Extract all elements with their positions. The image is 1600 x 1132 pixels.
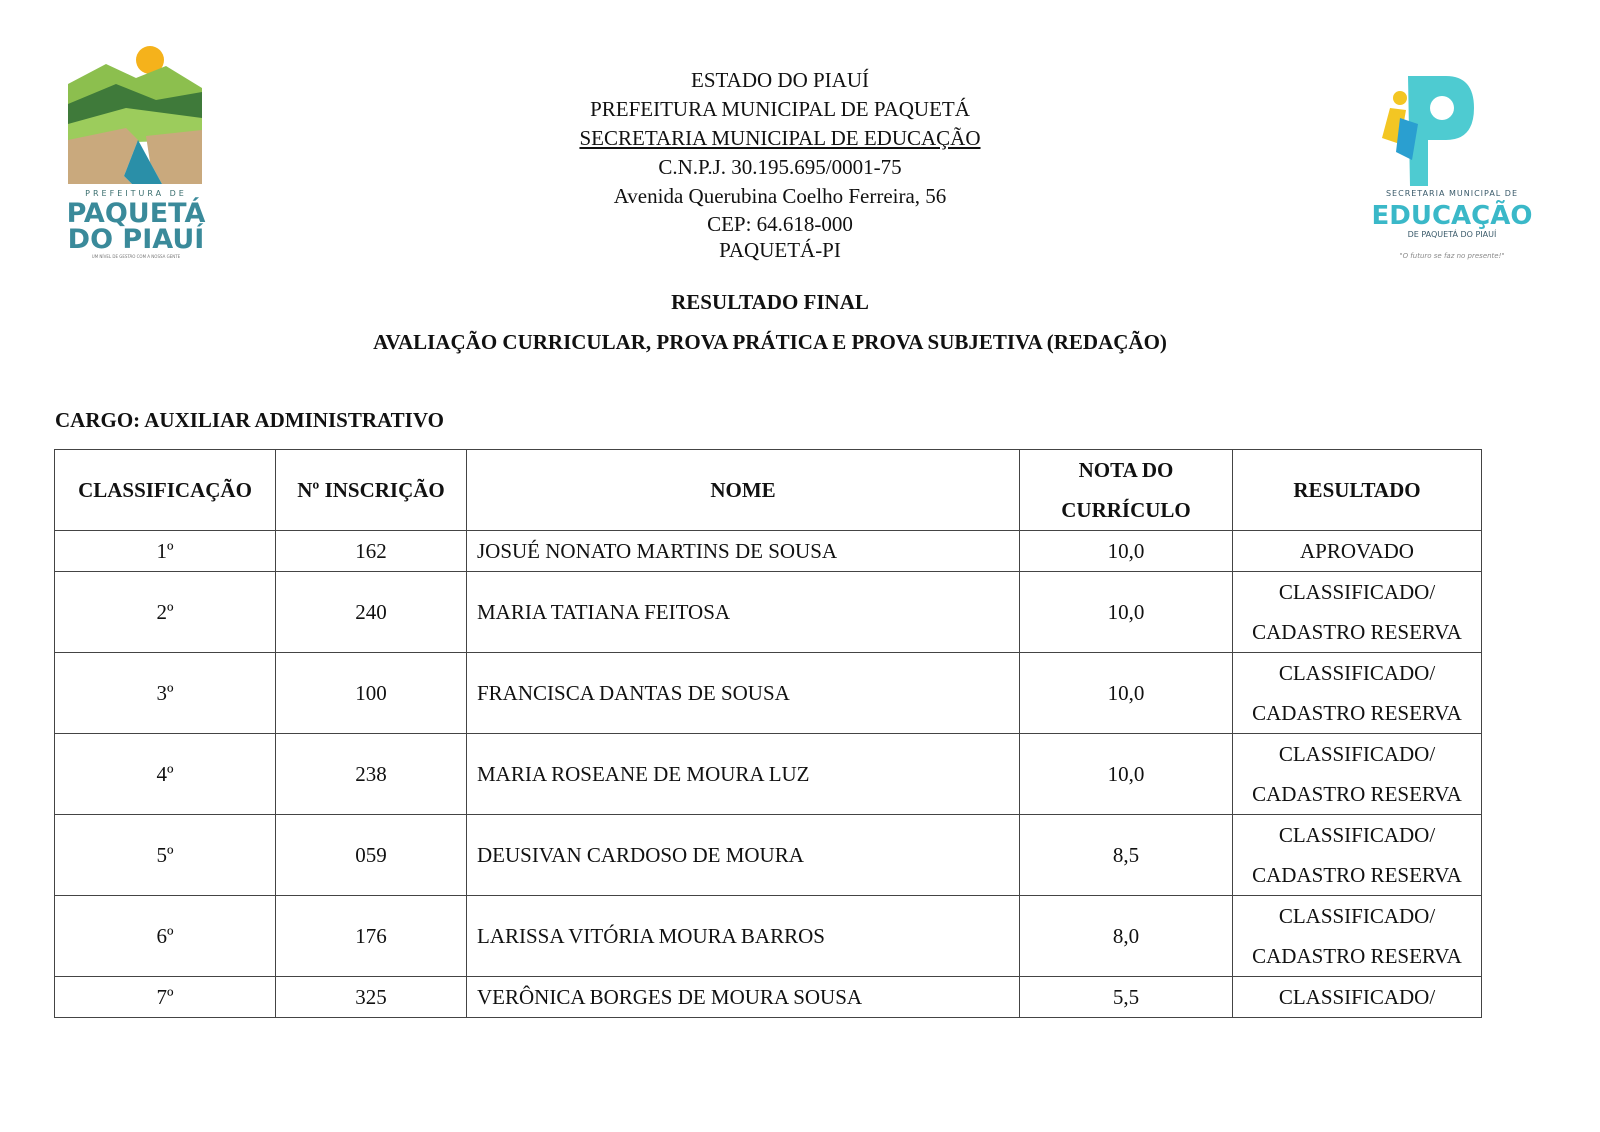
cell-classificacao: 1º — [55, 531, 276, 572]
cell-classificacao: 7º — [55, 977, 276, 1018]
cell-nota: 10,0 — [1020, 531, 1233, 572]
table-row — [55, 572, 1482, 653]
educacao-logo-graphic — [1372, 68, 1532, 268]
logo-right-slogan: "O futuro se faz no presente!" — [1399, 252, 1505, 260]
header-address: Avenida Querubina Coelho Ferreira, 56 — [613, 184, 947, 208]
cell-resultado-line2: CADASTRO RESERVA — [1252, 863, 1462, 887]
table-row — [55, 734, 1482, 815]
cell-resultado-line1: CLASSIFICADO/ — [1278, 661, 1436, 685]
paqueta-logo-graphic — [66, 44, 206, 266]
cell-nota: 5,5 — [1020, 977, 1233, 1018]
cell-resultado-line2: CADASTRO RESERVA — [1252, 620, 1462, 644]
cell-nota: 8,5 — [1020, 815, 1233, 896]
header-secretaria: SECRETARIA MUNICIPAL DE EDUCAÇÃO — [579, 126, 981, 150]
cell-nota: 10,0 — [1020, 572, 1233, 653]
logo-right-top-text: SECRETARIA MUNICIPAL DE — [1385, 189, 1519, 198]
cell-resultado-line1: CLASSIFICADO/ — [1278, 823, 1436, 847]
cell-inscricao: 162 — [276, 531, 467, 572]
logo-left-slogan: UM NÍVEL DE GESTÃO COM A NOSSA GENTE — [91, 254, 181, 259]
logo-left-top-text: PREFEITURA DE — [85, 189, 187, 198]
header-nota — [1020, 450, 1233, 531]
cell-resultado-line1: CLASSIFICADO/ — [1278, 742, 1436, 766]
header-cep: CEP: 64.618-000 — [707, 212, 853, 236]
document-title: RESULTADO FINAL — [671, 290, 869, 314]
cell-nome: VERÔNICA BORGES DE MOURA SOUSA — [467, 977, 1020, 1018]
cell-inscricao: 238 — [276, 734, 467, 815]
results-table — [54, 449, 1482, 1018]
cell-nota: 8,0 — [1020, 896, 1233, 977]
cell-nota: 10,0 — [1020, 734, 1233, 815]
cell-resultado-line2: CADASTRO RESERVA — [1252, 701, 1462, 725]
cell-resultado — [1233, 815, 1482, 896]
cell-resultado-line2: CADASTRO RESERVA — [1252, 782, 1462, 806]
cell-inscricao: 325 — [276, 977, 467, 1018]
cell-classificacao: 5º — [55, 815, 276, 896]
cell-nome: FRANCISCA DANTAS DE SOUSA — [467, 653, 1020, 734]
header-nota-line1: NOTA DO — [1078, 458, 1174, 482]
header-nota-line2: CURRÍCULO — [1061, 498, 1191, 522]
table-row — [55, 531, 1482, 572]
table-row — [55, 977, 1482, 1018]
cell-resultado-line2: CADASTRO RESERVA — [1252, 944, 1462, 968]
cell-resultado — [1233, 896, 1482, 977]
header-resultado: RESULTADO — [1233, 450, 1482, 531]
cell-classificacao: 3º — [55, 653, 276, 734]
header-cnpj: C.N.P.J. 30.195.695/0001-75 — [658, 155, 902, 179]
cell-resultado — [1233, 653, 1482, 734]
educacao-logo — [1372, 68, 1532, 268]
cell-resultado: CLASSIFICADO/ — [1233, 977, 1482, 1018]
table-header-row — [55, 450, 1482, 531]
cell-nome: DEUSIVAN CARDOSO DE MOURA — [467, 815, 1020, 896]
cell-classificacao: 4º — [55, 734, 276, 815]
cargo-label: CARGO: AUXILIAR ADMINISTRATIVO — [55, 408, 444, 432]
table-row — [55, 815, 1482, 896]
logo-left-line1: PAQUETÁ — [66, 198, 206, 229]
cell-classificacao: 6º — [55, 896, 276, 977]
logo-left-line2: DO PIAUÍ — [67, 224, 205, 255]
cell-nota: 10,0 — [1020, 653, 1233, 734]
logo-right-main: EDUCAÇÃO — [1372, 201, 1532, 231]
cell-inscricao: 176 — [276, 896, 467, 977]
document-header — [480, 66, 1080, 263]
header-inscricao: Nº INSCRIÇÃO — [276, 450, 467, 531]
cell-nome: LARISSA VITÓRIA MOURA BARROS — [467, 896, 1020, 977]
header-classificacao: CLASSIFICAÇÃO — [55, 450, 276, 531]
cell-resultado: APROVADO — [1233, 531, 1482, 572]
header-city: PAQUETÁ-PI — [719, 238, 841, 262]
cell-resultado-line1: CLASSIFICADO/ — [1278, 904, 1436, 928]
cell-resultado-line1: CLASSIFICADO/ — [1278, 580, 1436, 604]
header-nome: NOME — [467, 450, 1020, 531]
logo-right-sub: DE PAQUETÁ DO PIAUÍ — [1407, 230, 1497, 239]
cell-nome: JOSUÉ NONATO MARTINS DE SOUSA — [467, 531, 1020, 572]
cell-resultado — [1233, 572, 1482, 653]
cell-nome: MARIA ROSEANE DE MOURA LUZ — [467, 734, 1020, 815]
cell-inscricao: 059 — [276, 815, 467, 896]
cell-classificacao: 2º — [55, 572, 276, 653]
cell-resultado — [1233, 734, 1482, 815]
cell-inscricao: 240 — [276, 572, 467, 653]
cell-nome: MARIA TATIANA FEITOSA — [467, 572, 1020, 653]
table-row — [55, 896, 1482, 977]
document-subtitle: AVALIAÇÃO CURRICULAR, PROVA PRÁTICA E PROVA SUBJETIVA (REDAÇÃO) — [373, 330, 1167, 354]
table-row — [55, 653, 1482, 734]
cell-inscricao: 100 — [276, 653, 467, 734]
header-state: ESTADO DO PIAUÍ — [691, 68, 869, 92]
paqueta-logo — [66, 44, 206, 266]
header-prefeitura: PREFEITURA MUNICIPAL DE PAQUETÁ — [590, 97, 970, 121]
